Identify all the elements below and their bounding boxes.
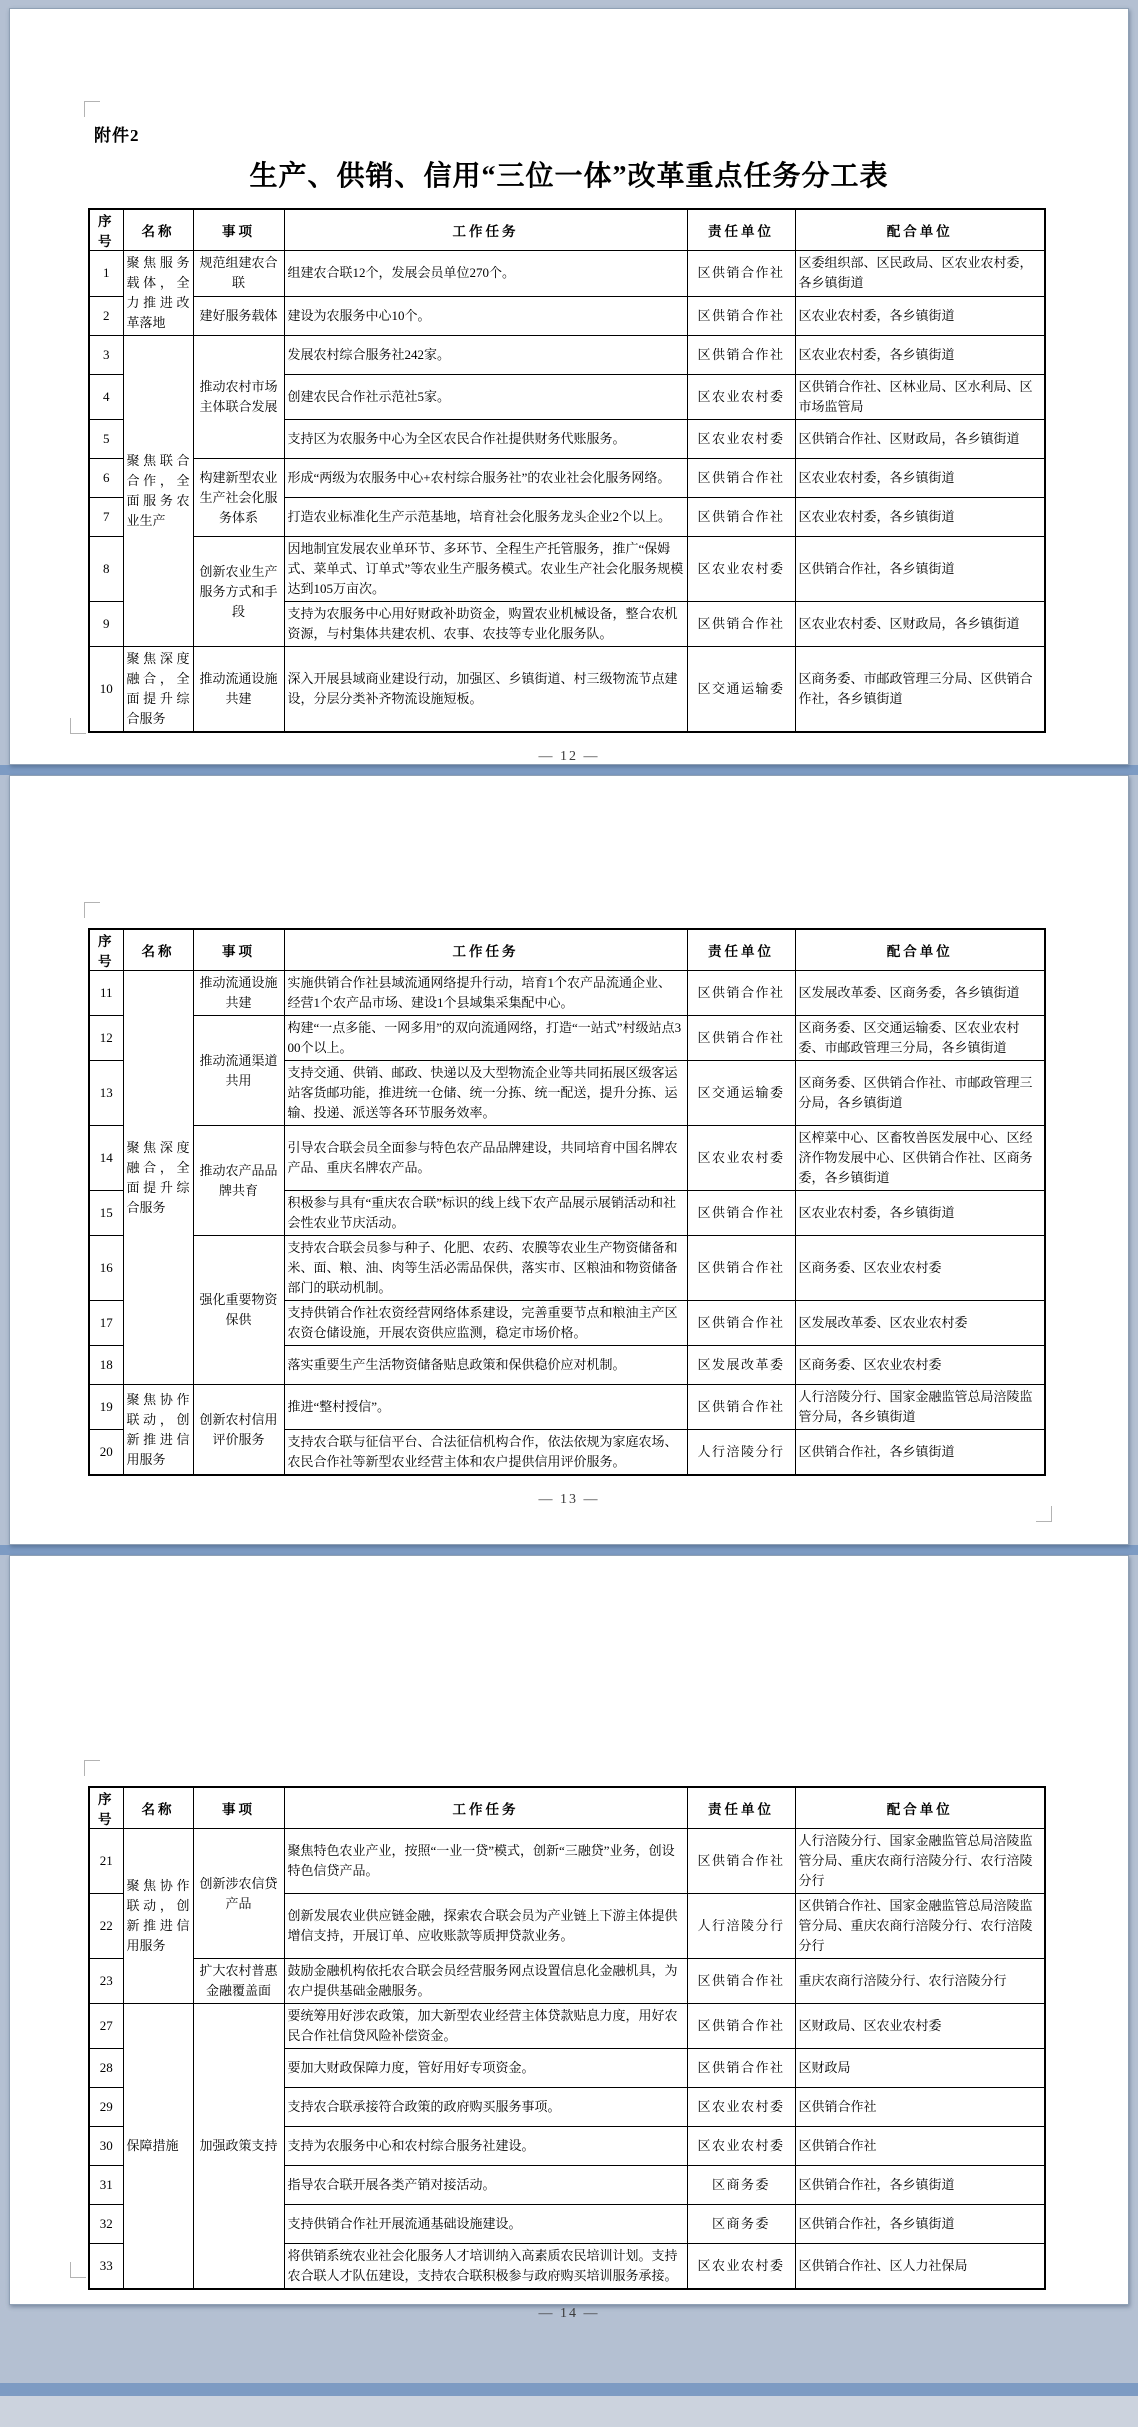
matter-cell: 推动流通渠道共用: [193, 1016, 284, 1126]
cooperating-unit-cell: 区供销合作社，各乡镇街道: [795, 2166, 1045, 2205]
column-header-task: 工作任务: [284, 209, 687, 251]
category-cell: 聚焦深度融合，全面提升综合服务: [123, 971, 193, 1385]
task-cell: 支持农合联与征信平台、合法征信机构合作，依法依规为家庭农场、农民合作社等新型农业经营主体和农户提供信用评价服务。: [284, 1430, 687, 1476]
serial-cell: 31: [89, 2166, 123, 2205]
column-header-matter: 事项: [193, 1787, 284, 1829]
column-header-responsible-unit: 责任单位: [687, 209, 795, 251]
responsible-unit-cell: 区农业农村委: [687, 375, 795, 420]
column-header-cooperating-unit: 配合单位: [795, 929, 1045, 971]
task-cell: 建设为农服务中心10个。: [284, 296, 687, 335]
responsible-unit-cell: 区供销合作社: [687, 971, 795, 1016]
column-header-cooperating-unit: 配合单位: [795, 209, 1045, 251]
column-header-serial: 序号: [89, 209, 123, 251]
serial-cell: 3: [89, 336, 123, 375]
task-cell: 将供销系统农业社会化服务人才培训纳入高素质农民培训计划。支持农合联人才队伍建设，支持农合联积极参与政府购买培训服务承接。: [284, 2244, 687, 2290]
cooperating-unit-cell: 区供销合作社，各乡镇街道: [795, 1430, 1045, 1476]
page-gap: [0, 1545, 1138, 1555]
cooperating-unit-cell: 区农业农村委，各乡镇街道: [795, 498, 1045, 537]
margin-crop-mark: [1036, 1506, 1052, 1522]
matter-cell: 推动农产品品牌共育: [193, 1126, 284, 1236]
responsible-unit-cell: 区农业农村委: [687, 2088, 795, 2127]
margin-crop-mark: [84, 101, 100, 117]
task-cell: 支持为农服务中心和农村综合服务社建设。: [284, 2127, 687, 2166]
matter-cell: 创新涉农信贷产品: [193, 1829, 284, 1959]
matter-cell: 建好服务载体: [193, 296, 284, 335]
cooperating-unit-cell: 区商务委、区供销合作社、市邮政管理三分局，各乡镇街道: [795, 1061, 1045, 1126]
serial-cell: 10: [89, 647, 123, 733]
serial-cell: 11: [89, 971, 123, 1016]
responsible-unit-cell: 区供销合作社: [687, 1016, 795, 1061]
cooperating-unit-cell: 区供销合作社、区林业局、区水利局、区市场监管局: [795, 375, 1045, 420]
cooperating-unit-cell: 人行涪陵分行、国家金融监管总局涪陵监管分局，各乡镇街道: [795, 1385, 1045, 1430]
responsible-unit-cell: 区农业农村委: [687, 420, 795, 459]
task-cell: 支持供销合作社农资经营网络体系建设，完善重要节点和粮油主产区农资仓储设施，开展农资供应监测，稳定市场价格。: [284, 1301, 687, 1346]
background-area: [0, 2396, 1138, 2427]
column-header-task: 工作任务: [284, 1787, 687, 1829]
responsible-unit-cell: 区供销合作社: [687, 1829, 795, 1894]
task-cell: 支持交通、供销、邮政、快递以及大型物流企业等共同拓展区级客运站客货邮功能，推进统一仓储、统一分拣、统一配送，提升分拣、运输、投递、派送等各环节服务效率。: [284, 1061, 687, 1126]
matter-cell: 构建新型农业生产社会化服务体系: [193, 459, 284, 537]
column-header-matter: 事项: [193, 929, 284, 971]
page-2: [9, 775, 1129, 1545]
category-cell: 聚焦联合合作，全面服务农业生产: [123, 336, 193, 647]
cooperating-unit-cell: 区发展改革委、区农业农村委: [795, 1301, 1045, 1346]
task-cell: 构建“一点多能、一网多用”的双向流通网络，打造“一站式”村级站点300个以上。: [284, 1016, 687, 1061]
cooperating-unit-cell: 区农业农村委、区财政局，各乡镇街道: [795, 602, 1045, 647]
cooperating-unit-cell: 区供销合作社、区财政局，各乡镇街道: [795, 420, 1045, 459]
category-cell: 聚焦协作联动，创新推进信用服务: [123, 1385, 193, 1476]
serial-cell: 28: [89, 2049, 123, 2088]
margin-crop-mark: [84, 902, 100, 918]
page-number: — 14 —: [538, 2306, 600, 2321]
task-table-page-3: [88, 1786, 1046, 2290]
task-cell: 支持农合联承接符合政策的政府购买服务事项。: [284, 2088, 687, 2127]
serial-cell: 17: [89, 1301, 123, 1346]
category-cell: 保障措施: [123, 2004, 193, 2290]
serial-cell: 14: [89, 1126, 123, 1191]
attachment-label: 附件2: [94, 126, 140, 145]
table-row: [89, 1016, 1045, 1061]
column-header-cooperating-unit: 配合单位: [795, 1787, 1045, 1829]
cooperating-unit-cell: 区农业农村委，各乡镇街道: [795, 296, 1045, 335]
task-cell: 积极参与具有“重庆农合联”标识的线上线下农产品展示展销活动和社会性农业节庆活动。: [284, 1191, 687, 1236]
responsible-unit-cell: 区农业农村委: [687, 2244, 795, 2290]
task-cell: 聚焦特色农业产业，按照“一业一贷”模式，创新“三融贷”业务，创设特色信贷产品。: [284, 1829, 687, 1894]
page-number: — 12 —: [538, 749, 600, 764]
task-table-page-1: [88, 208, 1046, 733]
matter-cell: 推动农村市场主体联合发展: [193, 336, 284, 459]
margin-crop-mark: [70, 718, 86, 734]
matter-cell: 规范组建农合联: [193, 251, 284, 297]
serial-cell: 19: [89, 1385, 123, 1430]
column-header-matter: 事项: [193, 209, 284, 251]
table-header-row: [89, 929, 1045, 971]
cooperating-unit-cell: 区榨菜中心、区畜牧兽医发展中心、区经济作物发展中心、区供销合作社、区商务委，各乡镇街道: [795, 1126, 1045, 1191]
task-cell: 落实重要生产生活物资储备贴息政策和保供稳价应对机制。: [284, 1346, 687, 1385]
table-row: [89, 1236, 1045, 1301]
responsible-unit-cell: 区供销合作社: [687, 1191, 795, 1236]
cooperating-unit-cell: 区农业农村委，各乡镇街道: [795, 459, 1045, 498]
table-row: [89, 1829, 1045, 1894]
serial-cell: 8: [89, 537, 123, 602]
cooperating-unit-cell: 区农业农村委，各乡镇街道: [795, 1191, 1045, 1236]
task-cell: 创建农民合作社示范社5家。: [284, 375, 687, 420]
table-row: [89, 971, 1045, 1016]
column-header-category: 名称: [123, 929, 193, 971]
cooperating-unit-cell: 区供销合作社，各乡镇街道: [795, 537, 1045, 602]
serial-cell: 22: [89, 1894, 123, 1959]
cooperating-unit-cell: 区供销合作社、区人力社保局: [795, 2244, 1045, 2290]
task-cell: 支持为农服务中心用好财政补助资金，购置农业机械设备，整合农机资源，与村集体共建农机、农事、农技等专业化服务队。: [284, 602, 687, 647]
task-cell: 因地制宜发展农业单环节、多环节、全程生产托管服务，推广“保姆式、菜单式、订单式”等农业生产服务模式。农业生产社会化服务规模达到105万亩次。: [284, 537, 687, 602]
page-gap: [0, 765, 1138, 775]
responsible-unit-cell: 区供销合作社: [687, 602, 795, 647]
category-cell: 聚焦深度融合，全面提升综合服务: [123, 647, 193, 733]
category-cell: 聚焦服务载体，全力推进改革落地: [123, 251, 193, 336]
responsible-unit-cell: 区农业农村委: [687, 1126, 795, 1191]
serial-cell: 20: [89, 1430, 123, 1476]
task-cell: 支持区为农服务中心为全区农民合作社提供财务代账服务。: [284, 420, 687, 459]
responsible-unit-cell: 区供销合作社: [687, 2004, 795, 2049]
column-header-serial: 序号: [89, 929, 123, 971]
table-row: [89, 537, 1045, 602]
matter-cell: 推动流通设施共建: [193, 971, 284, 1016]
responsible-unit-cell: 区供销合作社: [687, 1301, 795, 1346]
responsible-unit-cell: 区发展改革委: [687, 1346, 795, 1385]
cooperating-unit-cell: 区商务委、区交通运输委、区农业农村委、市邮政管理三分局，各乡镇街道: [795, 1016, 1045, 1061]
cooperating-unit-cell: 区委组织部、区民政局、区农业农村委，各乡镇街道: [795, 251, 1045, 297]
task-cell: 引导农合联会员全面参与特色农产品品牌建设，共同培育中国名牌农产品、重庆名牌农产品。: [284, 1126, 687, 1191]
matter-cell: 扩大农村普惠金融覆盖面: [193, 1959, 284, 2004]
cooperating-unit-cell: 区农业农村委，各乡镇街道: [795, 336, 1045, 375]
serial-cell: 16: [89, 1236, 123, 1301]
table-header-row: [89, 209, 1045, 251]
responsible-unit-cell: 区农业农村委: [687, 2127, 795, 2166]
serial-cell: 5: [89, 420, 123, 459]
task-cell: 指导农合联开展各类产销对接活动。: [284, 2166, 687, 2205]
cooperating-unit-cell: 区商务委、市邮政管理三分局、区供销合作社，各乡镇街道: [795, 647, 1045, 733]
task-cell: 支持供销合作社开展流通基础设施建设。: [284, 2205, 687, 2244]
table-row: [89, 1385, 1045, 1430]
task-cell: 推进“整村授信”。: [284, 1385, 687, 1430]
cooperating-unit-cell: 人行涪陵分行、国家金融监管总局涪陵监管分局、重庆农商行涪陵分行、农行涪陵分行: [795, 1829, 1045, 1894]
responsible-unit-cell: 区供销合作社: [687, 1959, 795, 2004]
task-table-page-2: [88, 928, 1046, 1476]
serial-cell: 21: [89, 1829, 123, 1894]
serial-cell: 27: [89, 2004, 123, 2049]
column-header-category: 名称: [123, 209, 193, 251]
table-row: [89, 2004, 1045, 2049]
document-title: 生产、供销、信用“三位一体”改革重点任务分工表: [249, 161, 889, 192]
table-row: [89, 1959, 1045, 2004]
task-cell: 创新发展农业供应链金融，探索农合联会员为产业链上下游主体提供增信支持，开展订单、应收账款等质押贷款业务。: [284, 1894, 687, 1959]
table-row: [89, 459, 1045, 498]
matter-cell: 创新农村信用评价服务: [193, 1385, 284, 1476]
serial-cell: 9: [89, 602, 123, 647]
table-row: [89, 1126, 1045, 1191]
cooperating-unit-cell: 区供销合作社: [795, 2088, 1045, 2127]
margin-crop-mark: [84, 1760, 100, 1776]
cooperating-unit-cell: 区商务委、区农业农村委: [795, 1346, 1045, 1385]
responsible-unit-cell: 区交通运输委: [687, 647, 795, 733]
task-cell: 支持农合联会员参与种子、化肥、农药、农膜等农业生产物资储备和米、面、粮、油、肉等生活必需品保供，落实市、区粮油和物资储备部门的联动机制。: [284, 1236, 687, 1301]
serial-cell: 18: [89, 1346, 123, 1385]
responsible-unit-cell: 区供销合作社: [687, 336, 795, 375]
responsible-unit-cell: 区供销合作社: [687, 2049, 795, 2088]
column-header-category: 名称: [123, 1787, 193, 1829]
responsible-unit-cell: 区供销合作社: [687, 1385, 795, 1430]
cooperating-unit-cell: 区商务委、区农业农村委: [795, 1236, 1045, 1301]
task-cell: 要统筹用好涉农政策，加大新型农业经营主体贷款贴息力度，用好农民合作社信贷风险补偿资金。: [284, 2004, 687, 2049]
cooperating-unit-cell: 区财政局、区农业农村委: [795, 2004, 1045, 2049]
cooperating-unit-cell: 区财政局: [795, 2049, 1045, 2088]
serial-cell: 29: [89, 2088, 123, 2127]
matter-cell: 创新农业生产服务方式和手段: [193, 537, 284, 647]
serial-cell: 4: [89, 375, 123, 420]
responsible-unit-cell: 人行涪陵分行: [687, 1894, 795, 1959]
table-header-row: [89, 1787, 1045, 1829]
serial-cell: 15: [89, 1191, 123, 1236]
task-cell: 要加大财政保障力度，管好用好专项资金。: [284, 2049, 687, 2088]
matter-cell: 推动流通设施共建: [193, 647, 284, 733]
page-number: — 13 —: [538, 1492, 600, 1507]
responsible-unit-cell: 区交通运输委: [687, 1061, 795, 1126]
table-row: [89, 251, 1045, 297]
table-row: [89, 296, 1045, 335]
responsible-unit-cell: 区供销合作社: [687, 296, 795, 335]
task-cell: 形成“两级为农服务中心+农村综合服务社”的农业社会化服务网络。: [284, 459, 687, 498]
serial-cell: 32: [89, 2205, 123, 2244]
column-header-responsible-unit: 责任单位: [687, 1787, 795, 1829]
page-1: [9, 8, 1129, 765]
responsible-unit-cell: 区供销合作社: [687, 1236, 795, 1301]
task-cell: 组建农合联12个，发展会员单位270个。: [284, 251, 687, 297]
responsible-unit-cell: 区供销合作社: [687, 251, 795, 297]
background-band: [0, 2383, 1138, 2396]
serial-cell: 33: [89, 2244, 123, 2290]
cooperating-unit-cell: 区供销合作社: [795, 2127, 1045, 2166]
matter-cell: 强化重要物资保供: [193, 1236, 284, 1385]
margin-crop-mark: [70, 2262, 86, 2278]
serial-cell: 13: [89, 1061, 123, 1126]
responsible-unit-cell: 人行涪陵分行: [687, 1430, 795, 1476]
cooperating-unit-cell: 区供销合作社，各乡镇街道: [795, 2205, 1045, 2244]
serial-cell: 7: [89, 498, 123, 537]
serial-cell: 12: [89, 1016, 123, 1061]
serial-cell: 6: [89, 459, 123, 498]
responsible-unit-cell: 区商务委: [687, 2166, 795, 2205]
serial-cell: 1: [89, 251, 123, 297]
cooperating-unit-cell: 区发展改革委、区商务委，各乡镇街道: [795, 971, 1045, 1016]
task-cell: 深入开展县域商业建设行动，加强区、乡镇街道、村三级物流节点建设，分层分类补齐物流设施短板。: [284, 647, 687, 733]
matter-cell: 加强政策支持: [193, 2004, 284, 2290]
column-header-task: 工作任务: [284, 929, 687, 971]
task-cell: 发展农村综合服务社242家。: [284, 336, 687, 375]
task-cell: 打造农业标准化生产示范基地，培育社会化服务龙头企业2个以上。: [284, 498, 687, 537]
serial-cell: 30: [89, 2127, 123, 2166]
serial-cell: 23: [89, 1959, 123, 2004]
responsible-unit-cell: 区供销合作社: [687, 459, 795, 498]
page-3: [9, 1555, 1129, 2321]
task-cell: 鼓励金融机构依托农合联会员经营服务网点设置信息化金融机具，为农户提供基础金融服务。: [284, 1959, 687, 2004]
category-cell: 聚焦协作联动，创新推进信用服务: [123, 1829, 193, 2004]
task-cell: 实施供销合作社县域流通网络提升行动，培育1个农产品流通企业、经营1个农产品市场、建设1个县域集采集配中心。: [284, 971, 687, 1016]
responsible-unit-cell: 区商务委: [687, 2205, 795, 2244]
cooperating-unit-cell: 区供销合作社、国家金融监管总局涪陵监管分局、重庆农商行涪陵分行、农行涪陵分行: [795, 1894, 1045, 1959]
column-header-responsible-unit: 责任单位: [687, 929, 795, 971]
table-row: [89, 647, 1045, 733]
serial-cell: 2: [89, 296, 123, 335]
table-row: [89, 336, 1045, 375]
cooperating-unit-cell: 重庆农商行涪陵分行、农行涪陵分行: [795, 1959, 1045, 2004]
column-header-serial: 序号: [89, 1787, 123, 1829]
responsible-unit-cell: 区供销合作社: [687, 498, 795, 537]
responsible-unit-cell: 区农业农村委: [687, 537, 795, 602]
